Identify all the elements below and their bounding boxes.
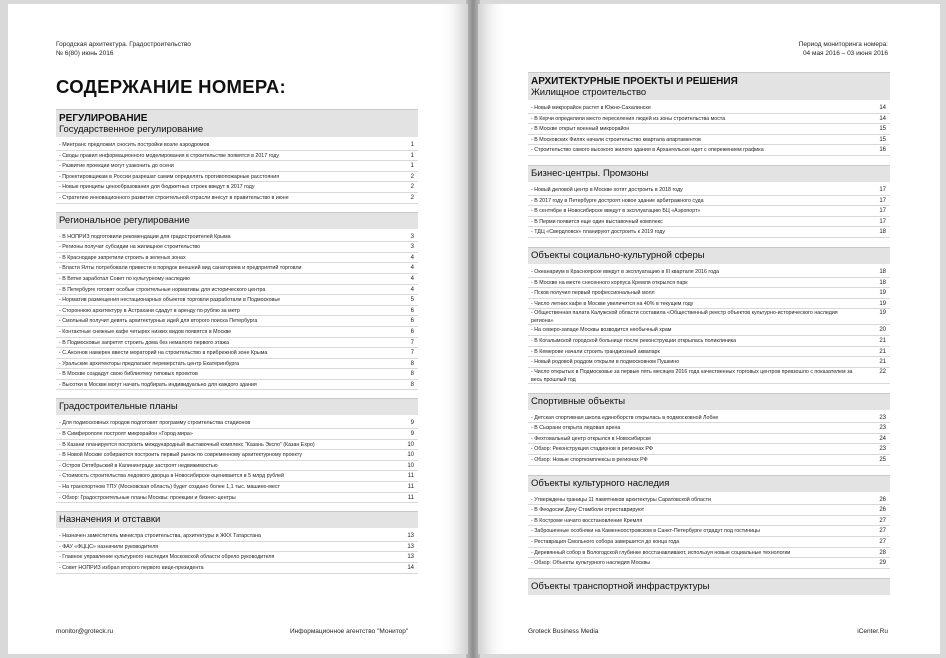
toc-entry[interactable]	[56, 306, 418, 317]
toc-list	[528, 492, 890, 569]
toc-page-number: 10	[407, 452, 414, 459]
toc-entry[interactable]	[56, 552, 418, 563]
toc-list	[528, 100, 890, 156]
toc-entry-title: - Утверждены границы 11 памятников архитектуры Саратовской области	[531, 496, 712, 503]
section-header	[56, 109, 418, 137]
toc-page-number: 3	[410, 233, 414, 240]
toc-page-number: 17	[879, 218, 886, 225]
toc-entry-title: - ТДЦ «Свердловск» планируют достроить к 2019 году	[531, 229, 666, 236]
toc-page-number: 6	[410, 307, 414, 314]
toc-entry[interactable]	[528, 114, 890, 125]
toc-entry-title: - В Москве создадут свою библиотеку типовых проектов	[59, 371, 198, 378]
toc-entry-title: - В Краснодаре запретили строить в зеленых зонах	[59, 254, 186, 261]
major-heading: РЕГУЛИРОВАНИЕ	[59, 113, 148, 124]
section-spacer	[56, 503, 418, 511]
toc-page-number: 4	[410, 254, 414, 261]
toc-entry[interactable]	[56, 140, 418, 151]
toc-page-number: 23	[879, 446, 886, 453]
toc-entry[interactable]	[56, 493, 418, 504]
toc-page-number: 22	[879, 368, 886, 375]
toc-entry[interactable]	[56, 274, 418, 285]
toc-entry-title: - На транспортном ТПУ (Московская область) будет создано более 1,1 тыс. машино-мест	[59, 484, 280, 491]
toc-entry-title: - В Симферополе построят микрорайон «Город мира»	[59, 431, 193, 438]
toc-entry[interactable]	[528, 145, 890, 156]
toc-entry[interactable]	[528, 526, 890, 537]
toc-list	[528, 264, 890, 384]
toc-page-number: 16	[879, 147, 886, 154]
toc-entry-title: - В Казани планируется построить международный выставочный комплекс "Казань Экспо" (Казан Expo)	[59, 441, 315, 448]
toc-entry-title: - Развитие проекции могут узаконить до осени	[59, 163, 174, 170]
toc-entry[interactable]	[56, 316, 418, 327]
section-spacer	[528, 384, 890, 393]
toc-entry-title: - Норматив размещения нестационарных объектов торговли разработали в Подмосковье	[59, 297, 281, 304]
section-heading: Объекты социально-культурной сферы	[528, 247, 890, 264]
toc-list	[528, 182, 890, 238]
toc-entry[interactable]	[528, 505, 890, 516]
toc-entry-title: - Совет НОПРИЗ избрал второго первого вице-президента	[59, 565, 204, 571]
toc-entry[interactable]	[56, 161, 418, 172]
section-heading: Градостроительные планы	[56, 398, 418, 415]
section-heading: Государственное регулирование	[59, 124, 204, 135]
toc-entry-title: - В Керчи определили место переселения людей из зоны строительства моста	[531, 115, 726, 122]
toc-entry-title: - В Московских Филях начали строительство квартала апартаментов	[531, 136, 701, 143]
section-spacer	[56, 390, 418, 398]
toc-entry[interactable]	[528, 413, 890, 424]
toc-entry[interactable]	[56, 285, 418, 296]
toc-entry-title: - В Москве открыт военный микрорайон	[531, 126, 630, 133]
toc-entry-title: - В Костроме начато восстановление Кремля	[531, 517, 643, 524]
toc-list	[56, 415, 418, 503]
major-heading: АРХИТЕКТУРНЫЕ ПРОЕКТЫ И РЕШЕНИЯ	[531, 76, 738, 87]
left-page-header	[56, 41, 191, 58]
section-heading: Спортивные объекты	[528, 393, 890, 410]
left-page	[8, 4, 468, 654]
toc-entry[interactable]	[528, 347, 890, 358]
footer-email[interactable]: monitor@groteck.ru	[56, 628, 114, 635]
toc-entry[interactable]	[528, 444, 890, 455]
toc-page-number: 21	[879, 359, 886, 366]
toc-entry-title: - Обзор: Реконструкция стадионов в регионах РФ	[531, 446, 653, 453]
toc-entry-title: - Уральские архитекторы предлагают переверстать центр Екатеринбурга	[59, 360, 240, 367]
toc-entry-title: - Строительство самого высокого жилого здания в Архангельске идет с опережением графика	[531, 147, 764, 154]
section-heading: Региональное регулирование	[56, 212, 418, 229]
toc-page-number: 29	[879, 560, 886, 567]
toc-entry-title: - Смольный получит девять архитектурных идей для второго поиска Петербурга	[59, 318, 258, 325]
toc-entry-title: - Стратегию инновационного развития строительной отрасли внесут в правительство в июне	[59, 194, 289, 201]
toc-page-number: 11	[407, 473, 414, 480]
toc-entry-title: - В Москве на месте снесенного корпуса Кремля открылся парк	[531, 279, 688, 286]
issue-number: № 6(80) июнь 2016	[56, 49, 114, 57]
publication-name: Городская архитектура. Градостроительство	[56, 41, 191, 48]
toc-entry[interactable]	[528, 434, 890, 445]
toc-page-number: 2	[410, 184, 414, 191]
toc-page-number: 26	[879, 496, 886, 503]
toc-page-number: 14	[407, 565, 414, 571]
right-page-header	[799, 41, 888, 58]
toc-page-number: 8	[410, 381, 414, 388]
toc-entry[interactable]	[56, 348, 418, 359]
toc-entry-title: - Новый микрорайон растет в Южно-Сахалинске	[531, 105, 651, 111]
toc-entry[interactable]	[528, 368, 890, 384]
toc-entry[interactable]	[528, 548, 890, 559]
toc-entry[interactable]	[528, 217, 890, 228]
toc-entry[interactable]	[56, 461, 418, 472]
toc-page-number: 19	[879, 310, 886, 317]
toc-entry-title: - В 2017 году в Петербурге достроят новое здание арбитражного суда	[531, 197, 704, 204]
toc-entry-title: - Реставрация Смольного собора завершится до конца года	[531, 539, 680, 546]
toc-entry-title: - В Феодосии Дачу Стамболи отреставрируют	[531, 507, 645, 514]
section-heading: Назначения и отставки	[56, 511, 418, 528]
toc-page-number: 13	[407, 533, 414, 540]
toc-entry-title: - Минтранс предложил сносить постройки возле аэродромов	[59, 142, 210, 148]
toc-page-number: 14	[879, 105, 886, 111]
footer-website[interactable]: iCenter.Ru	[857, 628, 888, 635]
toc-page-number: 18	[879, 229, 886, 236]
toc-page-number: 21	[879, 348, 886, 355]
toc-page-number: 17	[879, 197, 886, 204]
toc-page-number: 23	[879, 414, 886, 421]
toc-page-number: 28	[879, 549, 886, 556]
toc-entry-title: - Регионы получат субсидии на жилищное строительство	[59, 244, 201, 251]
toc-page-number: 11	[407, 484, 414, 491]
toc-entry-title: - В сентябре в Новосибирске введут в эксплуатацию БЦ «Аэропорт»	[531, 208, 701, 215]
section-header	[528, 72, 890, 100]
footer-publisher: Groteck Business Media	[528, 628, 599, 635]
toc-page-number: 18	[879, 279, 886, 286]
toc-page-number: 9	[410, 420, 414, 427]
toc-entry[interactable]	[56, 253, 418, 264]
toc-page-number: 27	[879, 539, 886, 546]
footer-agency: Информационное агентство "Монитор"	[290, 628, 409, 635]
section-spacer	[528, 569, 890, 578]
toc-entry-title: - На северо-западе Москвы возводится необычный храм	[531, 327, 672, 334]
toc-entry-title: - Фехтовальный центр открылся в Новосибирске	[531, 435, 652, 442]
toc-entry-title: - Для подмосковных городов подготовят программу строительства стадионов	[59, 420, 251, 427]
toc-page-number: 8	[410, 360, 414, 367]
toc-entry-title: - Остров Октябрьский в Калининграде застроят недвижимостью	[59, 462, 218, 469]
toc-entry[interactable]	[528, 299, 890, 310]
toc-list	[56, 528, 418, 573]
toc-entry[interactable]	[528, 267, 890, 278]
toc-entry-title: - В Новой Москве собираются построить первый рынок по современному архитектурному проекту	[59, 452, 302, 459]
toc-entry[interactable]	[56, 471, 418, 482]
toc-page-number: 23	[879, 425, 886, 432]
toc-entry-title: - ФАУ «ФЦЦС» назначили руководителя	[59, 543, 159, 550]
toc-page-number: 27	[879, 517, 886, 524]
toc-page-number: 5	[410, 297, 414, 304]
toc-page-number: 4	[410, 275, 414, 282]
toc-entry-title: - Проектировщикам в России разрешат самим определять противопожарные расстояния	[59, 173, 280, 180]
toc-entry-title: - Деревянный собор в Вологодской глубинке восстанавливают, используя новые социальные технологии	[531, 549, 791, 556]
section-spacer	[528, 238, 890, 247]
toc-entry-title: - Новые принципы ценообразования для бюджетных строек введут в 2017 году	[59, 184, 255, 191]
toc-entry-title: - Власти Ялты потребовали привести в порядок внешний вид санаториев и предприятий торговли	[59, 265, 302, 272]
toc-entry-title: - В Петербурге готовят особые строительные нормативы для исторического центра	[59, 286, 266, 293]
toc-page-number: 2	[410, 173, 414, 180]
section-heading: Жилищное строительство	[531, 87, 647, 98]
toc-page-number: 1	[410, 163, 414, 170]
toc-title: СОДЕРЖАНИЕ НОМЕРА:	[56, 76, 287, 97]
toc-entry[interactable]	[528, 495, 890, 506]
toc-entry-title: - В Вятке заработал Совет по культурному наследию	[59, 275, 190, 282]
toc-page-number: 10	[407, 441, 414, 448]
toc-entry[interactable]	[56, 182, 418, 193]
toc-entry-title: - Общественная палата Калужской области составила «Общественный реестр объектов культурно-исторического наследия региона»	[531, 310, 838, 325]
section-spacer	[528, 156, 890, 165]
toc-entry[interactable]	[528, 537, 890, 548]
toc-page-number: 24	[879, 435, 886, 442]
toc-entry[interactable]	[528, 455, 890, 466]
toc-entry[interactable]	[528, 325, 890, 336]
toc-entry[interactable]	[56, 263, 418, 274]
toc-page-number: 25	[879, 457, 886, 464]
left-toc-column	[56, 109, 418, 582]
toc-entry-title: - В НОПРИЗ подготовили рекомендации для градостроителей Крыма	[59, 233, 231, 240]
toc-page-number: 17	[879, 208, 886, 215]
toc-entry-title: - В Сызрани открыта ледовая арена	[531, 425, 621, 432]
toc-entry[interactable]	[528, 423, 890, 434]
toc-entry-title: - Новый деловой центр в Москве хотят достроить в 2018 году	[531, 186, 683, 193]
toc-entry-title: - В Перми появится еще один выставочный комплекс	[531, 218, 663, 225]
toc-page-number: 6	[410, 328, 414, 335]
toc-entry[interactable]	[56, 172, 418, 183]
toc-entry[interactable]	[528, 357, 890, 368]
toc-entry[interactable]	[528, 103, 890, 114]
toc-page-number: 19	[879, 290, 886, 297]
toc-entry[interactable]	[528, 288, 890, 299]
section-heading: Объекты культурного наследия	[528, 475, 890, 492]
toc-entry[interactable]	[56, 418, 418, 429]
toc-entry[interactable]	[528, 135, 890, 146]
toc-entry-title: - Главное управление культурного наследия Московской области обрело руководителя	[59, 554, 275, 561]
toc-entry[interactable]	[56, 295, 418, 306]
toc-page-number: 7	[410, 350, 414, 357]
toc-entry-title: - Детская спортивная школа единоборств открылась в подмосковной Лобне	[531, 414, 719, 421]
section-heading: Объекты транспортной инфраструктуры	[528, 578, 890, 595]
toc-page-number: 11	[407, 494, 414, 501]
toc-entry[interactable]	[56, 242, 418, 253]
toc-entry[interactable]	[528, 185, 890, 196]
toc-entry-title: - Заброшенные особняки на Каменноостровском в Санкт-Петербурге отдадут под гостиницы	[531, 528, 760, 535]
toc-page-number: 6	[410, 318, 414, 325]
toc-entry[interactable]	[56, 542, 418, 553]
toc-entry[interactable]	[56, 151, 418, 162]
toc-entry[interactable]	[56, 440, 418, 451]
toc-entry[interactable]	[528, 124, 890, 135]
toc-page-number: 1	[410, 152, 414, 159]
toc-page-number: 8	[410, 371, 414, 378]
toc-entry[interactable]	[528, 196, 890, 207]
toc-entry[interactable]	[56, 338, 418, 349]
toc-page-number: 9	[410, 431, 414, 438]
toc-page-number: 7	[410, 339, 414, 346]
toc-list	[56, 229, 418, 391]
toc-page-number: 13	[407, 543, 414, 550]
monitoring-period-label: Период мониторинга номера:	[798, 41, 888, 48]
toc-page-number: 17	[879, 186, 886, 193]
toc-entry[interactable]	[56, 232, 418, 243]
toc-entry[interactable]	[528, 278, 890, 289]
toc-page-number: 1	[410, 142, 414, 148]
toc-entry-title: - В Подмосковье запретят строить дома без немалого первого этажа	[59, 339, 229, 346]
right-page	[478, 4, 940, 654]
toc-entry-title: - Число летних кафе в Москве увеличится на 40% в текущем году	[531, 300, 694, 307]
toc-entry[interactable]	[528, 558, 890, 569]
toc-page-number: 15	[879, 126, 886, 133]
toc-entry-title: - Океанариум в Красноярске введут в эксплуатацию в III квартале 2016 года	[531, 268, 720, 275]
toc-entry[interactable]	[528, 309, 890, 325]
toc-entry-title: - В Когалымской городской больнице после реконструкции открылась поликлиника	[531, 337, 737, 344]
toc-entry-title: - В Кемерове начали строить грандиозный аквапарк	[531, 348, 660, 355]
toc-entry[interactable]	[528, 516, 890, 527]
toc-entry-title: - Контактные снежные кафе четырех низких видов появятся в Москве	[59, 328, 232, 335]
toc-page-number: 14	[879, 115, 886, 122]
toc-entry[interactable]	[528, 336, 890, 347]
toc-entry-title: - Обзор: Объекты культурного наследия Москвы	[531, 560, 651, 567]
toc-entry-title: - Своды правил информационного моделирования в строительстве появятся в 2017 году	[59, 152, 280, 159]
toc-page-number: 15	[879, 136, 886, 143]
toc-entry[interactable]	[528, 206, 890, 217]
toc-page-number: 20	[879, 327, 886, 334]
toc-entry-title: - Обзор: Новые спорткомплексы в регионах РФ	[531, 457, 648, 464]
toc-entry[interactable]	[56, 380, 418, 391]
section-spacer	[528, 466, 890, 475]
section-heading: Бизнес-центры. Промзоны	[528, 165, 890, 182]
section-spacer	[56, 574, 418, 582]
toc-page-number: 26	[879, 507, 886, 514]
toc-entry-title: - Высотки в Москве могут начать подбирать индивидуально для каждого здания	[59, 381, 257, 388]
toc-entry[interactable]	[56, 327, 418, 338]
toc-page-number: 2	[410, 194, 414, 201]
toc-entry-title: - С.Аксенов намерен ввести мораторий на строительство в прибрежной зоне Крыма	[59, 350, 268, 357]
toc-page-number: 4	[410, 286, 414, 293]
toc-entry[interactable]	[56, 531, 418, 542]
toc-page-number: 19	[879, 300, 886, 307]
toc-entry[interactable]	[56, 429, 418, 440]
toc-entry[interactable]	[56, 563, 418, 574]
toc-entry-title: - Псков получил первый профессиональный молл	[531, 290, 655, 297]
toc-entry-title: - Стоимость строительства ледового дворца в Новосибирске оценивается в 5 млрд рублей	[59, 473, 284, 480]
toc-page-number: 13	[407, 554, 414, 561]
toc-entry[interactable]	[56, 450, 418, 461]
toc-entry-title: - Новый родовой роддом открыли в подмосковном Пушкино	[531, 359, 680, 366]
toc-page-number: 18	[879, 268, 886, 275]
toc-entry[interactable]	[56, 359, 418, 370]
toc-page-number: 27	[879, 528, 886, 535]
toc-entry[interactable]	[56, 369, 418, 380]
toc-list	[56, 137, 418, 204]
toc-list	[528, 410, 890, 466]
toc-entry-title: - Число открытых в Подмосковье за первые пять месяцев 2016 года качественных торговых центров превзошло с показателем за весь прошлый год	[531, 368, 853, 383]
toc-entry-title: - Назначен заместитель министра строительства, архитектуры и ЖКХ Татарстана	[59, 533, 261, 540]
monitoring-period-dates: 04 мая 2016 – 03 июня 2016	[802, 49, 888, 57]
section-spacer	[56, 204, 418, 212]
toc-entry-title: - Стороннюю архитектуру в Астрахани сдадут в аренду по рублю за метр	[59, 307, 240, 314]
toc-page-number: 3	[410, 244, 414, 251]
toc-entry[interactable]	[56, 482, 418, 493]
right-toc-column	[528, 72, 890, 595]
toc-page-number: 21	[879, 337, 886, 344]
toc-entry[interactable]	[528, 227, 890, 238]
toc-page-number: 4	[410, 265, 414, 272]
toc-page-number: 10	[407, 462, 414, 469]
toc-entry-title: - Обзор: Градостроительные планы Москвы: проекции и бизнес-центры	[59, 494, 236, 501]
toc-entry[interactable]	[56, 193, 418, 204]
